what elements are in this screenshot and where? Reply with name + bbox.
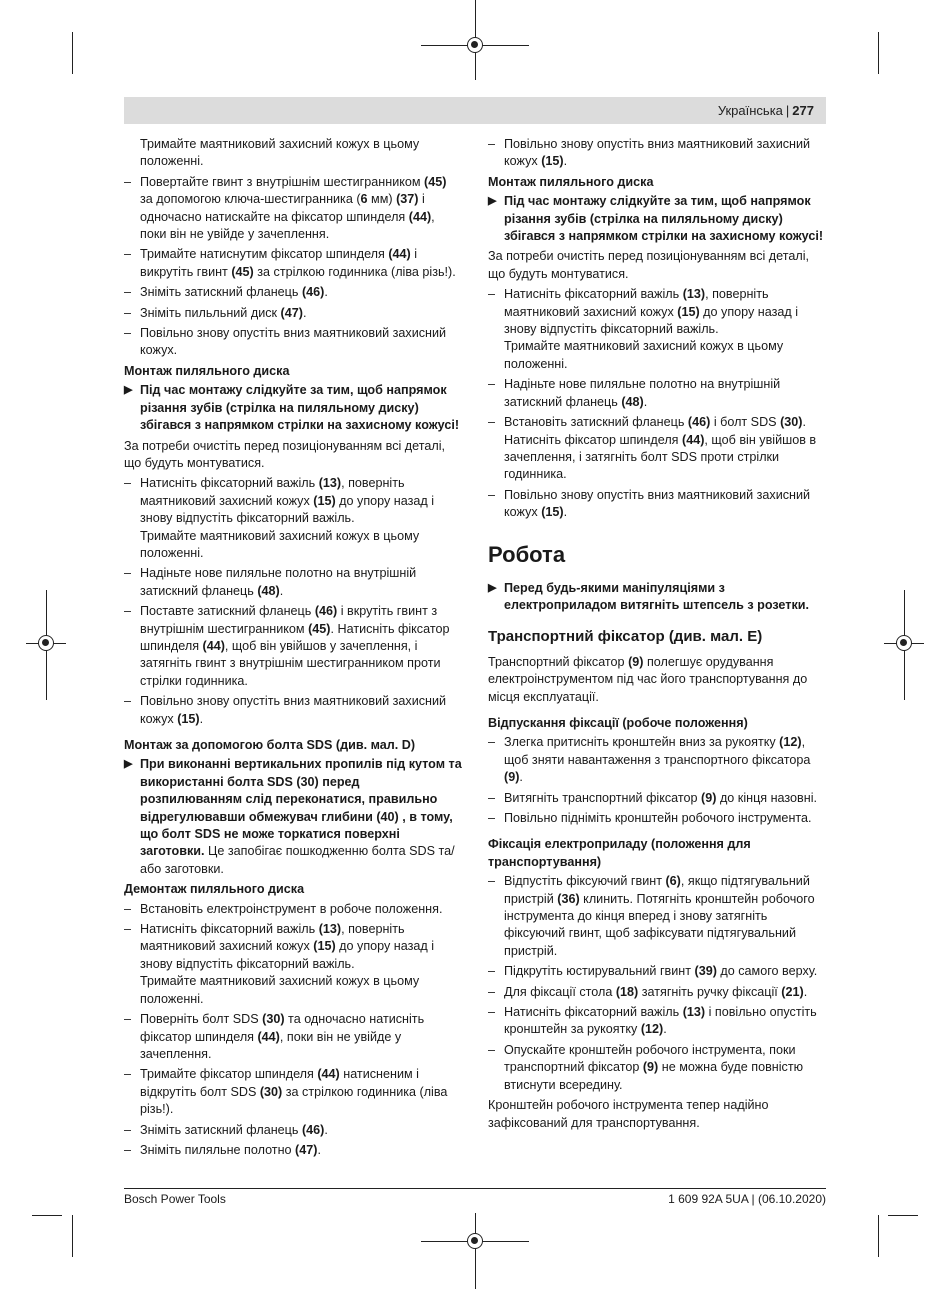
text-run: Зніміть пильльний диск — [140, 305, 281, 320]
list-dash: – — [124, 326, 132, 341]
text-run: . — [317, 1142, 321, 1157]
reference-number: (30) — [262, 1012, 285, 1027]
warning-text: Під час монтажу слідкуйте за тим, щоб напрямок різання зубів (стрілка на пиляльному диску) збігався з напрямком стрілки на захисному кожусі! — [140, 383, 460, 433]
list-dash: – — [488, 984, 496, 999]
reference-number: (9) — [642, 1060, 659, 1075]
list-dash: – — [488, 377, 496, 392]
text-run: . — [663, 1022, 667, 1037]
text-run: . — [519, 770, 523, 785]
text-run: Натисніть фіксаторний важіль — [140, 922, 319, 937]
warning-item — [124, 756, 462, 878]
text-run: Поставте затискний фланець — [140, 604, 315, 619]
list-dash: – — [488, 735, 496, 750]
text-run: клинить. Потягніть кронштейн робочого інструмента до кінця вперед і знову затягніть фіксуючий гвинт, щоб зафіксувати підтягувальний пристрій. — [504, 891, 815, 958]
text-run: . — [643, 394, 648, 409]
list-item — [124, 475, 462, 562]
reference-number: 6 — [360, 192, 368, 207]
reference-number: (30) — [780, 415, 803, 430]
list-dash: – — [124, 1142, 132, 1157]
list-item — [488, 873, 826, 960]
list-dash: – — [124, 922, 132, 937]
page-number: 277 — [792, 103, 814, 118]
warning-arrow-icon: ▶ — [124, 384, 133, 397]
text-run: . — [302, 305, 307, 320]
crop-mark — [32, 1215, 62, 1216]
crop-mark — [72, 32, 73, 74]
list-dash: – — [488, 964, 496, 979]
crop-mark — [888, 1215, 918, 1216]
list-item — [124, 284, 462, 301]
warning-note: Це запобігає пошкодженню болта SDS та/або заготовки. — [140, 844, 455, 876]
text-run: та одночасно натисніть фіксатор шпинделя — [140, 1012, 425, 1044]
text-run: Встановіть затискний фланець — [504, 415, 688, 430]
list-item — [488, 963, 826, 980]
paragraph — [488, 654, 826, 706]
list-text — [504, 735, 810, 784]
text-run: Повільно знову опустіть вниз маятниковий захисний кожух — [140, 694, 447, 726]
reference-number: (44) — [257, 1029, 280, 1044]
list-dash: – — [488, 1042, 496, 1057]
list-text — [504, 137, 810, 168]
text-run: , щоб зняти навантаження з транспортного фіксатора — [504, 735, 811, 767]
text-run: Тримайте натиснутим фіксатор шпинделя — [140, 247, 389, 262]
list-text — [504, 1005, 817, 1036]
reference-number: (45) — [424, 174, 447, 189]
footer-brand: Bosch Power Tools — [124, 1192, 226, 1206]
text-run: , щоб він увійшов в зачеплення, і затягніть болт SDS проти стрілки годинника. — [504, 432, 817, 482]
reference-number: (47) — [280, 305, 303, 320]
list-text — [140, 566, 416, 597]
header-language: Українська — [717, 103, 783, 118]
text-run: за допомогою ключа-шестигранника ( — [140, 192, 361, 207]
warning-text: Під час монтажу слідкуйте за тим, щоб напрямок різання зубів (стрілка на пиляльному диску) збігався з напрямком стрілки на захисному кожусі! — [504, 194, 824, 244]
list-dash: – — [124, 476, 132, 491]
chapter-heading: Робота — [488, 541, 566, 567]
list-text — [504, 488, 810, 519]
text-run: , щоб він увійшов у зачеплення, і затягніть гвинт з внутрішнім шестигранником проти стрілки годинника. — [140, 638, 441, 688]
list-subtext: Тримайте маятниковий захисний кожух в цьому положенні. — [504, 339, 784, 371]
reference-number: (9) — [504, 770, 520, 785]
text-run: . — [279, 583, 284, 598]
reference-number: (44) — [202, 638, 225, 653]
list-item — [488, 790, 826, 807]
text-run: Зніміть пиляльне полотно — [140, 1142, 296, 1157]
text-run: . — [324, 285, 328, 300]
list-item — [124, 565, 462, 600]
list-item — [488, 984, 826, 1001]
text-run: Опускайте кронштейн робочого інструмента, поки транспортний фіксатор — [504, 1042, 796, 1075]
text-run: до упору назад і знову відпустіть фіксаторний важіль. — [140, 939, 435, 971]
text-run: , поки він не увійде у зачеплення. — [140, 209, 435, 242]
section-heading: Монтаж за допомогою болта SDS (див. мал. D) — [124, 738, 416, 752]
list-text — [504, 415, 816, 481]
list-item — [124, 246, 462, 281]
list-item — [124, 921, 462, 1008]
section-heading: Монтаж пиляльного диска — [488, 174, 654, 189]
reference-number: (15) — [313, 493, 336, 508]
reference-number: (37) — [396, 192, 419, 207]
list-dash: – — [124, 174, 132, 189]
list-item — [124, 1011, 462, 1063]
list-text — [140, 306, 306, 320]
list-dash: – — [124, 604, 132, 619]
reference-number: (39) — [694, 964, 717, 979]
reference-number: (44) — [317, 1067, 340, 1082]
reference-number: (48) — [257, 583, 280, 598]
reference-number: (15) — [541, 154, 564, 169]
list-dash: – — [124, 901, 132, 916]
reference-number: (13) — [318, 476, 342, 491]
reference-number: (46) — [301, 285, 325, 300]
reference-number: (15) — [177, 711, 200, 726]
list-item — [488, 376, 826, 411]
text-run: і болт SDS — [710, 415, 781, 430]
list-text — [504, 377, 780, 408]
list-text — [140, 1143, 321, 1157]
list-text — [504, 985, 807, 999]
text-run: Злегка притисніть кронштейн вниз за рукоятку — [504, 735, 780, 750]
list-subtext: Тримайте маятниковий захисний кожух в цьому положенні. — [140, 528, 420, 560]
registration-mark-icon — [896, 635, 912, 651]
section-heading: Монтаж пиляльного диска — [124, 363, 290, 378]
reference-number: (44) — [682, 432, 705, 447]
text-run: . — [563, 154, 568, 169]
registration-mark-icon — [38, 635, 54, 651]
text-run: затягніть ручку фіксації — [638, 984, 782, 999]
text-run: Тримайте фіксатор шпинделя — [140, 1067, 318, 1082]
text-run: , якщо підтягувальний пристрій — [504, 874, 810, 906]
list-item — [124, 901, 462, 918]
text-run: і викрутіть гвинт — [140, 247, 418, 279]
left-column — [124, 136, 462, 1162]
text-run: Для фіксації стола — [504, 984, 616, 999]
section-heading: Фіксація електроприладу (положення для транспортування) — [488, 837, 751, 869]
text-run: до упору назад і знову відпустіть фіксаторний важіль. — [504, 304, 799, 337]
list-item — [124, 1142, 462, 1159]
crop-mark — [72, 1215, 73, 1257]
text-run: до упору назад і знову відпустіть фіксаторний важіль. — [140, 493, 435, 526]
list-text — [504, 287, 798, 336]
reference-number: (46) — [301, 1122, 325, 1137]
reference-number: (13) — [682, 1005, 706, 1020]
text-run: Натисніть фіксаторний важіль — [504, 1005, 683, 1020]
text-run: Витягніть транспортний фіксатор — [504, 790, 702, 805]
page-header — [124, 97, 826, 124]
list-dash: – — [488, 137, 496, 151]
list-text: Встановіть електроінструмент в робоче положення. — [140, 901, 443, 916]
paragraph: За потреби очистіть перед позиціонуванням всі деталі, що будуть монтуватися. — [488, 249, 810, 281]
list-item — [124, 603, 462, 690]
warning-text: Перед будь-якими маніпуляціями з електроприладом витягніть штепсель з розетки. — [504, 580, 809, 612]
text-run: . — [563, 505, 568, 520]
reference-number: (15) — [541, 505, 564, 520]
text-run: , поверніть маятниковий захисний кожух — [140, 922, 405, 954]
warning-item — [488, 193, 826, 245]
reference-number: (46) — [687, 415, 711, 430]
list-item — [488, 286, 826, 373]
list-item — [488, 136, 826, 171]
text-run: мм) — [367, 192, 397, 207]
reference-number: (13) — [318, 922, 342, 937]
registration-line — [475, 1213, 476, 1289]
list-dash: – — [488, 874, 496, 889]
paragraph: За потреби очистіть перед позиціонуванням всі деталі, що будуть монтуватися. — [124, 438, 446, 470]
list-text — [140, 1123, 328, 1137]
reference-number: (48) — [621, 394, 644, 409]
registration-mark-icon — [467, 37, 483, 53]
reference-number: (44) — [408, 209, 432, 224]
text-run: Транспортний фіксатор — [488, 654, 629, 669]
list-item — [488, 810, 826, 827]
list-text: Повільно знову опустіть вниз маятниковий захисний кожух. — [140, 326, 447, 358]
reference-number: (15) — [313, 939, 336, 954]
text-run: до самого верху. — [716, 964, 818, 979]
text-run: Зніміть затискний фланець — [140, 1122, 302, 1137]
text-run: до кінця назовні. — [716, 790, 817, 805]
section-heading: Відпускання фіксації (робоче положення) — [488, 715, 748, 730]
list-dash: – — [124, 285, 132, 300]
list-dash: – — [488, 287, 496, 302]
reference-number: (13) — [682, 287, 706, 302]
section-heading: Демонтаж пиляльного диска — [124, 882, 305, 897]
text-run: Натисніть фіксаторний важіль — [504, 287, 683, 302]
reference-number: (36) — [557, 891, 580, 906]
text-run: не можна буде повністю втиснути всередину. — [504, 1060, 804, 1092]
reference-number: (15) — [677, 304, 700, 319]
reference-number: (45) — [231, 264, 254, 279]
list-text: Повільно підніміть кронштейн робочого інструмента. — [504, 811, 812, 825]
text-run: Натисніть фіксаторний важіль — [140, 476, 319, 491]
list-dash: – — [488, 790, 496, 805]
text-run: Зніміть затискний фланець — [140, 285, 302, 300]
list-text — [140, 476, 434, 525]
text-run: , поки він не увійде у зачеплення. — [140, 1029, 402, 1061]
paragraph: Кронштейн робочого інструмента тепер надійно зафіксований для транспортування. — [488, 1098, 769, 1130]
list-item — [124, 305, 462, 322]
reference-number: (18) — [615, 984, 639, 999]
list-text — [504, 964, 817, 978]
list-text — [140, 1067, 447, 1116]
list-item — [124, 1066, 462, 1118]
text-run: полегшує орудування електроінструментом під час його транспортування до місця експлуатації. — [488, 654, 808, 704]
text-run: Відпустіть фіксуючий гвинт — [504, 874, 666, 889]
text-run: . — [324, 1122, 328, 1137]
text-run: натисненим і відкрутіть болт SDS — [140, 1067, 419, 1099]
list-text — [504, 1043, 803, 1092]
footer-rule — [124, 1188, 826, 1189]
list-text — [140, 285, 328, 299]
list-item — [488, 1004, 826, 1039]
text-run: і вкрутіть гвинт з внутрішнім шестигранником — [140, 604, 438, 636]
text-run: Надіньте нове пиляльне полотно на внутрішній затискний фланець — [140, 566, 417, 598]
list-dash: – — [124, 247, 132, 262]
list-dash: – — [488, 487, 496, 502]
right-column — [488, 136, 826, 1135]
warning-item — [124, 382, 462, 434]
list-item — [488, 734, 826, 786]
list-item — [488, 1042, 826, 1094]
warning-text: При виконанні вертикальних пропилів під кутом та використанні болта SDS (30) перед розпилюванням слід переконатися, правильно відрегулювавши обмежувач глибини (40) , в тому, що болт SDS не може торкатися поверхні заготовки. — [140, 757, 462, 859]
list-dash: – — [124, 305, 132, 320]
warning-arrow-icon: ▶ — [124, 758, 133, 771]
reference-number: (21) — [781, 984, 804, 999]
list-dash: – — [124, 1122, 132, 1137]
list-text — [504, 874, 815, 958]
registration-mark-icon — [467, 1233, 483, 1249]
text-run: , поверніть маятниковий захисний кожух — [504, 287, 769, 319]
paragraph: Тримайте маятниковий захисний кожух в цьому положенні. — [140, 137, 420, 169]
list-item — [124, 325, 462, 360]
reference-number: (6) — [665, 874, 681, 889]
text-run: за стрілкою годинника (ліва різь!). — [253, 264, 456, 279]
list-item — [124, 174, 462, 244]
list-dash: – — [488, 811, 496, 825]
list-item — [124, 693, 462, 728]
text-run: і одночасно натискайте на фіксатор шпинделя — [140, 192, 425, 224]
text-run: . Натисніть фіксатор шпинделя — [140, 621, 450, 653]
list-text — [504, 791, 817, 805]
reference-number: (30) — [259, 1084, 283, 1099]
text-run: . — [199, 711, 204, 726]
reference-number: (12) — [779, 735, 802, 750]
text-run: Повільно знову опустіть вниз маятниковий захисний кожух — [504, 137, 811, 169]
warning-arrow-icon: ▶ — [488, 581, 497, 594]
list-subtext: Тримайте маятниковий захисний кожух в цьому положенні. — [140, 974, 420, 1006]
warning-arrow-icon: ▶ — [488, 195, 497, 208]
reference-number: (44) — [388, 247, 411, 262]
reference-number: (45) — [308, 621, 331, 636]
list-text — [140, 247, 456, 278]
text-run: Надіньте нове пиляльне полотно на внутрішній затискний фланець — [504, 377, 781, 409]
reference-number: (46) — [314, 604, 338, 619]
text-run: Повертайте гвинт з внутрішнім шестигранником — [140, 174, 425, 189]
text-run: Поверніть болт SDS — [140, 1012, 263, 1027]
crop-mark — [878, 32, 879, 74]
text-run: Повільно знову опустіть вниз маятниковий захисний кожух — [504, 487, 811, 520]
text-run: Підкрутіть юстирувальний гвинт — [504, 964, 695, 979]
list-dash: – — [124, 1067, 132, 1082]
list-item — [488, 414, 826, 484]
subsection-heading: Транспортний фіксатор (див. мал. E) — [488, 628, 763, 646]
list-text — [140, 604, 449, 688]
crop-mark — [878, 1215, 879, 1257]
reference-number: (47) — [295, 1142, 318, 1157]
list-item — [124, 1122, 462, 1139]
list-text — [140, 694, 446, 725]
list-dash: – — [488, 1005, 496, 1020]
text-run: . Натисніть фіксатор шпинделя — [504, 415, 806, 447]
list-dash: – — [124, 566, 132, 581]
reference-number: (9) — [701, 790, 717, 805]
list-dash: – — [124, 694, 132, 709]
list-text — [140, 922, 434, 971]
text-run: , поверніть маятниковий захисний кожух — [140, 476, 405, 508]
list-dash: – — [124, 1012, 132, 1027]
header-separator: | — [785, 103, 790, 118]
reference-number: (12) — [640, 1022, 664, 1037]
list-text — [140, 1012, 424, 1061]
text-run: за стрілкою годинника (ліва різь!). — [140, 1084, 448, 1117]
reference-number: (9) — [628, 654, 644, 669]
header-text — [718, 102, 814, 119]
footer-docnumber: 1 609 92A 5UA | (06.10.2020) — [668, 1192, 826, 1206]
text-run: і повільно опустіть кронштейн за рукоятку — [504, 1005, 817, 1037]
list-dash: – — [488, 415, 496, 430]
warning-item — [488, 580, 826, 615]
text-run: . — [803, 984, 808, 999]
list-item — [488, 487, 826, 522]
list-text — [140, 175, 446, 241]
